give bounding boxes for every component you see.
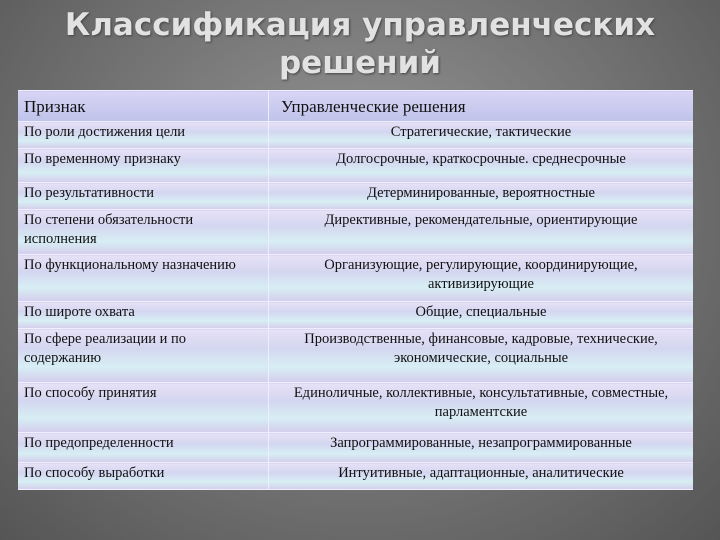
decision-cell: Организующие, регулирующие, координирующие, активизирующие [269,255,694,302]
criterion-cell: По функциональному назначению [18,255,269,302]
table-row [18,302,693,329]
table-row [18,433,693,463]
criterion-cell: По результативности [18,183,269,210]
table-row [18,255,693,302]
header-decisions: Управленческие решения [269,91,694,122]
decision-cell: Запрограммированные, незапрограммированные [269,433,694,463]
table-row [18,122,693,149]
decision-cell: Единоличные, коллективные, консультативные, совместные, парламентские [269,383,694,433]
table-row [18,183,693,210]
decision-cell: Интуитивные, адаптационные, аналитические [269,463,694,490]
table-row [18,463,693,490]
table-row [18,210,693,255]
table-row [18,149,693,183]
criterion-cell: По широте охвата [18,302,269,329]
decision-cell: Долгосрочные, краткосрочные. среднесрочные [269,149,694,183]
criterion-cell: По степени обязательности исполнения [18,210,269,255]
criterion-cell: По временному признаку [18,149,269,183]
criterion-cell: По способу принятия [18,383,269,433]
criterion-cell: По роли достижения цели [18,122,269,149]
criterion-cell: По предопределенности [18,433,269,463]
decision-cell: Производственные, финансовые, кадровые, технические, экономические, социальные [269,329,694,383]
criterion-cell: По сфере реализации и по содержанию [18,329,269,383]
criterion-cell: По способу выработки [18,463,269,490]
header-criterion: Признак [18,91,269,122]
decision-cell: Директивные, рекомендательные, ориентирующие [269,210,694,255]
decision-cell: Детерминированные, вероятностные [269,183,694,210]
table-header-row [18,91,693,122]
decision-cell: Стратегические, тактические [269,122,694,149]
classification-table [18,90,693,490]
table-row [18,383,693,433]
decision-cell: Общие, специальные [269,302,694,329]
table-row [18,329,693,383]
slide-title: Классификация управленческих решений [64,7,656,81]
